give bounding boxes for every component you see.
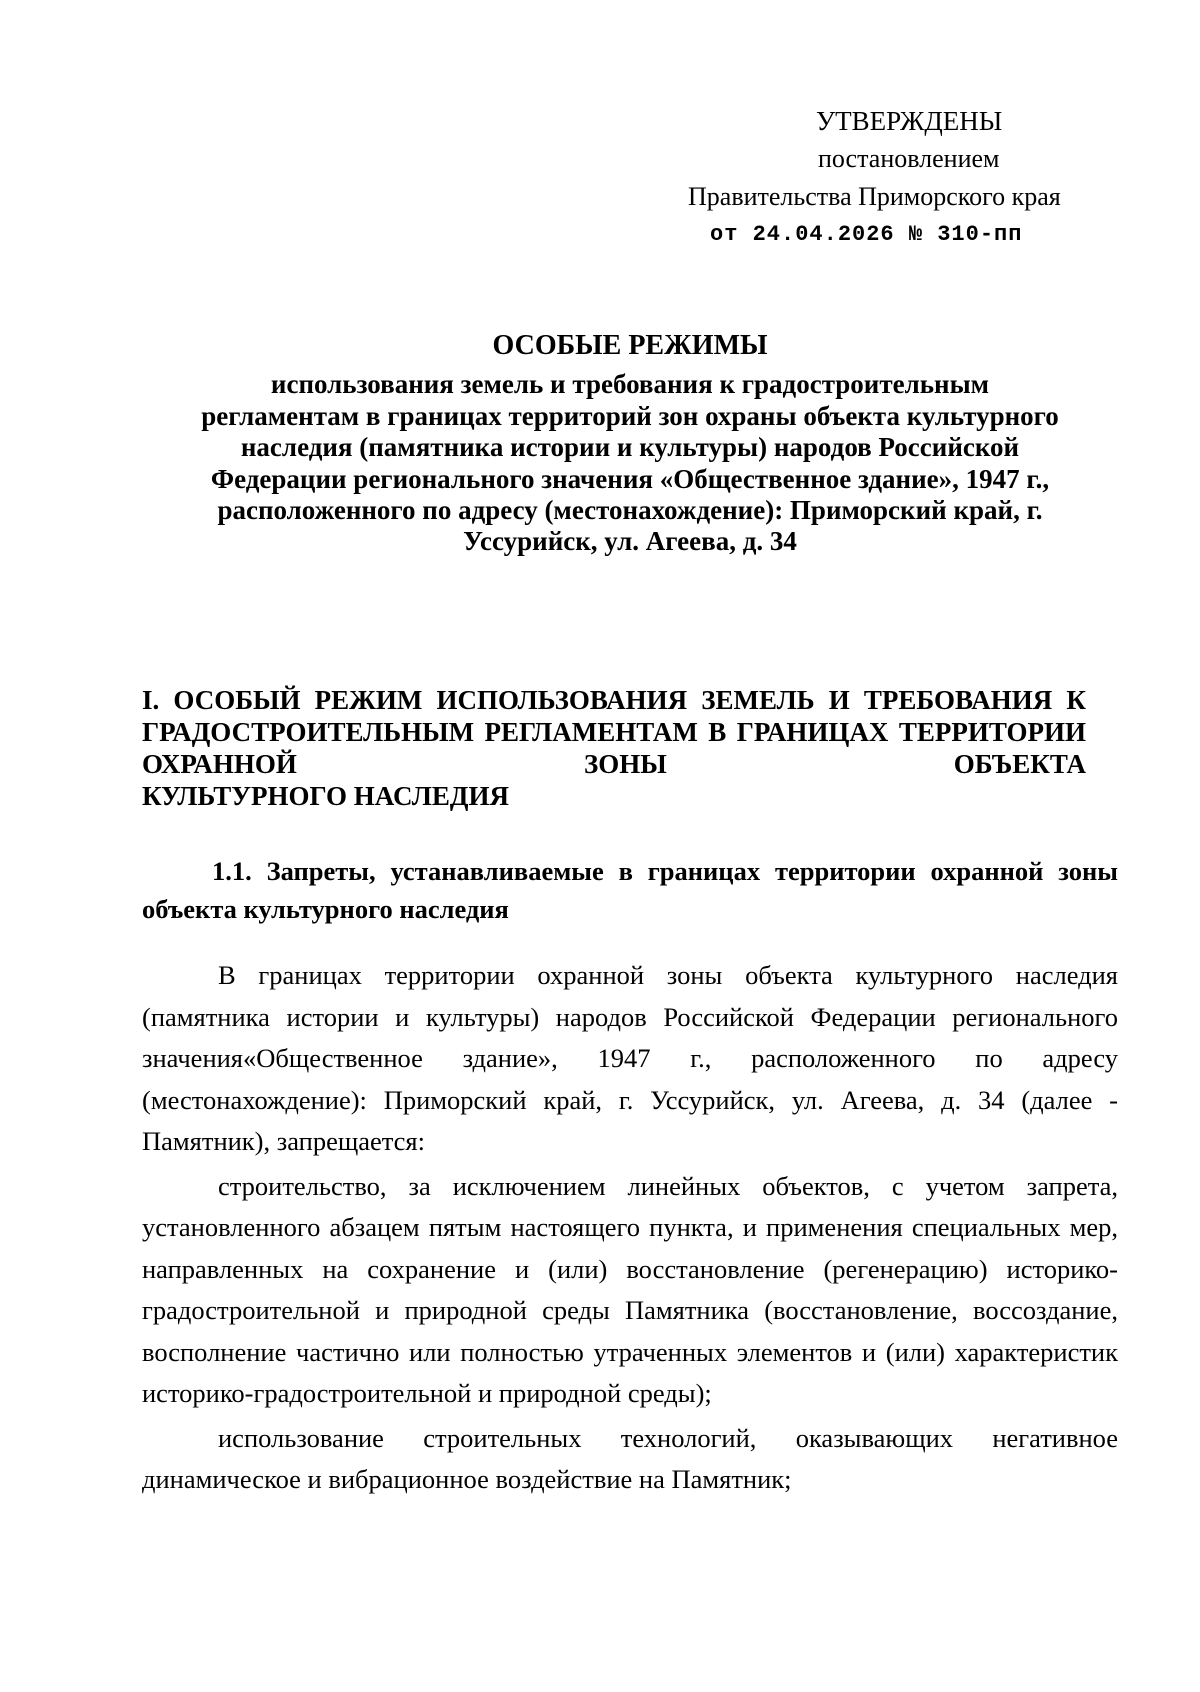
document-title xyxy=(200,330,1060,558)
section-heading-text: I. ОСОБЫЙ РЕЖИМ ИСПОЛЬЗОВАНИЯ ЗЕМЕЛЬ И ТРЕБОВАНИЯ К ГРАДОСТРОИТЕЛЬНЫМ РЕГЛАМЕНТАМ В ГРАНИЦАХ ТЕРРИТОРИИ ОХРАННОЙ ЗОНЫ ОБЪЕКТА xyxy=(142,685,1086,779)
document-title-subtitle: использования земель и требования к градостроительным регламентам в границах территорий зон охраны объекта культурного наследия (памятника истории и культуры) народов Российской Федерации регионального значения «Общественное здание», 1947 г., расположенного по адресу (местонахождение): Приморский край, г. Уссурийск, ул. Агеева, д. 34 xyxy=(201,369,1059,557)
document-title-main: ОСОБЫЕ РЕЖИМЫ xyxy=(492,330,768,361)
approval-resolution: постановлением xyxy=(818,144,1000,173)
section-heading xyxy=(142,684,1086,812)
approval-stamp xyxy=(0,106,1200,256)
approval-title: УТВЕРЖДЕНЫ xyxy=(816,106,1003,136)
paragraph: В границах территории охранной зоны объекта культурного наследия (памятника истории и культуры) народов Российской Федерации регионального значения«Общественное здание», 1947 г., расположенного по адресу (местонахождение): Приморский край, г. Уссурийск, ул. Агеева, д. 34 (далее - Памятник), запрещается: xyxy=(142,960,1118,1156)
paragraph: использование строительных технологий, оказывающих негативное динамическое и вибрационное воздействие на Памятник; xyxy=(142,1422,1118,1494)
paragraph: строительство, за исключением линейных объектов, с учетом запрета, установленного абзацем пятым настоящего пункта, и применения специальных мер, направленных на сохранение и (или) восстановление (регенерацию) историко-градостроительной и природной среды Памятника (восстановление, воссоздание, восполнение частично или полностью утраченных элементов и (или) характеристик историко-градостроительной и природной среды); xyxy=(142,1170,1118,1408)
subsection-heading: 1.1. Запреты, устанавливаемые в границах территории охранной зоны объекта культурного наследия xyxy=(142,856,1118,924)
body-text xyxy=(142,955,1118,1501)
approval-authority: Правительства Приморского края xyxy=(688,182,1061,211)
section-heading-last-line: КУЛЬТУРНОГО НАСЛЕДИЯ xyxy=(142,781,509,811)
approval-date-number: от 24.04.2026 № 310-пп xyxy=(710,222,1023,247)
